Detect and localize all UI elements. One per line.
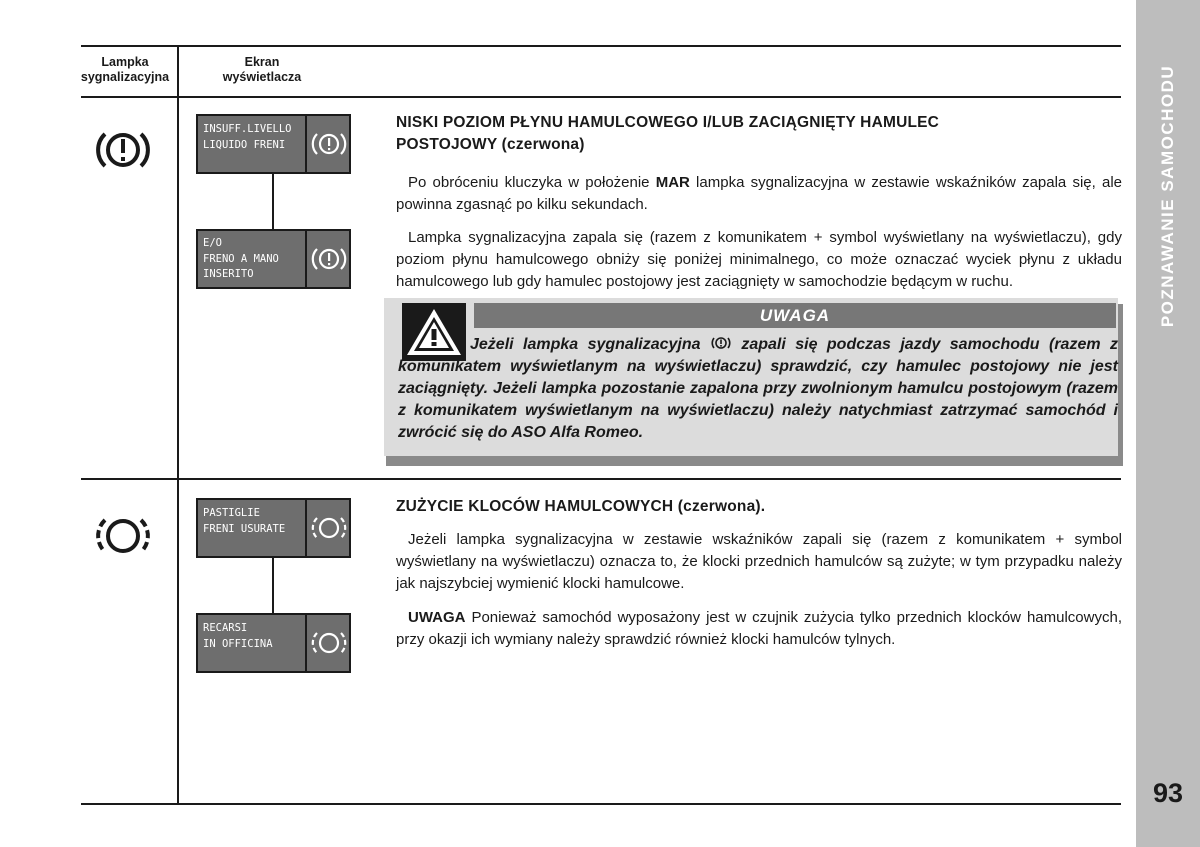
display-message: PASTIGLIE FRENI USURATE	[203, 507, 286, 535]
display-divider	[305, 615, 307, 671]
display-screen	[196, 498, 351, 558]
display-screen	[196, 613, 351, 673]
section-heading: ZUŻYCIE KLOCÓW HAMULCOWYCH (czerwona).	[396, 498, 766, 515]
brake-warning-exclamation-icon	[94, 126, 152, 174]
column-header-display-text: Ekran wyświetlacza	[222, 55, 302, 84]
column-header-lamp-text: Lampka sygnalizacyjna	[80, 55, 170, 84]
table-column-divider	[177, 45, 179, 805]
note-text: Ponieważ samochód wyposażony jest w czujnik zużycia tylko przednich klocków hamulcowych, przy okazji ich wymiany należy sprawdzić również klocki hamulców tylnych.	[396, 609, 1122, 648]
brake-warning-exclamation-icon	[710, 335, 732, 351]
display-message: INSUFF.LIVELLO LIQUIDO FRENI	[203, 123, 292, 151]
column-header-lamp	[70, 55, 180, 85]
warning-text-part: zapali się podczas jazdy samochodu (razem z komunikatem wyświetlanym na wyświetlaczu) sprawdzić, czy hamulec postojowy nie jest zaciągnięty. Jeżeli lampka pozostanie zapalona przy zwolnionym hamulcu postojowym (razem z komunikatem wyświetlanym na wyświetlaczu) należy natychmiast zatrzymać samochód i zwrócić się do ASO Alfa Romeo.	[398, 336, 1118, 441]
warning-text-part: Jeżeli lampka sygnalizacyjna	[470, 336, 710, 353]
paragraph: Jeżeli lampka sygnalizacyjna w zestawie wskaźników zapali się (razem z komunikatem + symbol wyświetlany na wyświetlaczu) oznacza to, że klocki przednich hamulców są zużyte; w tym przypadku należy jak najszybciej wymienić klocki hamulcowe.	[396, 531, 1122, 592]
warning-title: UWAGA	[474, 303, 1116, 328]
paragraph: Lampka sygnalizacyjna zapala się (razem z komunikatem + symbol wyświetlany na wyświetlaczu), gdy poziom płynu hamulcowego obniży się poniżej minimalnego, co może oznaczać wyciek płynu z układu hamulcowego lub gdy hamulec postojowy jest zaciągnięty w samochodzie będącym w ruchu.	[396, 229, 1122, 290]
warning-text	[398, 334, 1118, 444]
brake-pad-wear-icon	[309, 615, 349, 671]
brake-pad-wear-icon	[309, 500, 349, 556]
side-tab	[1136, 0, 1200, 847]
note-paragraph	[396, 607, 1122, 651]
display-message: RECARSI IN OFFICINA	[203, 622, 273, 650]
brake-warning-exclamation-icon	[309, 231, 349, 287]
display-divider	[305, 116, 307, 172]
section-tab-label: POZNAWANIE SAMOCHODU	[1158, 64, 1177, 328]
paragraph-text: Po obróceniu kluczyka w położenie	[408, 174, 656, 191]
section-heading-line: NISKI POZIOM PŁYNU HAMULCOWEGO I/LUB ZACIĄGNIĘTY HAMULEC	[396, 114, 940, 131]
note-label: UWAGA	[408, 609, 466, 626]
brake-pad-wear-icon	[94, 512, 152, 560]
table-header-rule	[81, 96, 1121, 98]
display-divider	[305, 500, 307, 556]
display-screen	[196, 114, 351, 174]
paragraph-text: lampka sygnalizacyjna w zestawie wskaźników zapala się, ale powinna zgasnąć po kilku sekundach.	[396, 174, 1122, 213]
display-message: E/O FRENO A MANO INSERITO	[203, 237, 279, 280]
section-heading	[396, 112, 1116, 156]
column-header-display	[207, 55, 317, 85]
brake-warning-exclamation-icon	[309, 116, 349, 172]
page-number: 93	[1152, 778, 1184, 808]
display-screen	[196, 229, 351, 289]
table-bottom-rule	[81, 803, 1121, 805]
table-row-divider	[81, 478, 1121, 480]
table-top-rule	[81, 45, 1121, 47]
display-divider	[305, 231, 307, 287]
section-heading-line: POSTOJOWY (czerwona)	[396, 136, 585, 153]
paragraph	[396, 172, 1122, 216]
display-connector	[272, 174, 274, 230]
key-position-label: MAR	[655, 174, 690, 191]
display-connector	[272, 558, 274, 614]
